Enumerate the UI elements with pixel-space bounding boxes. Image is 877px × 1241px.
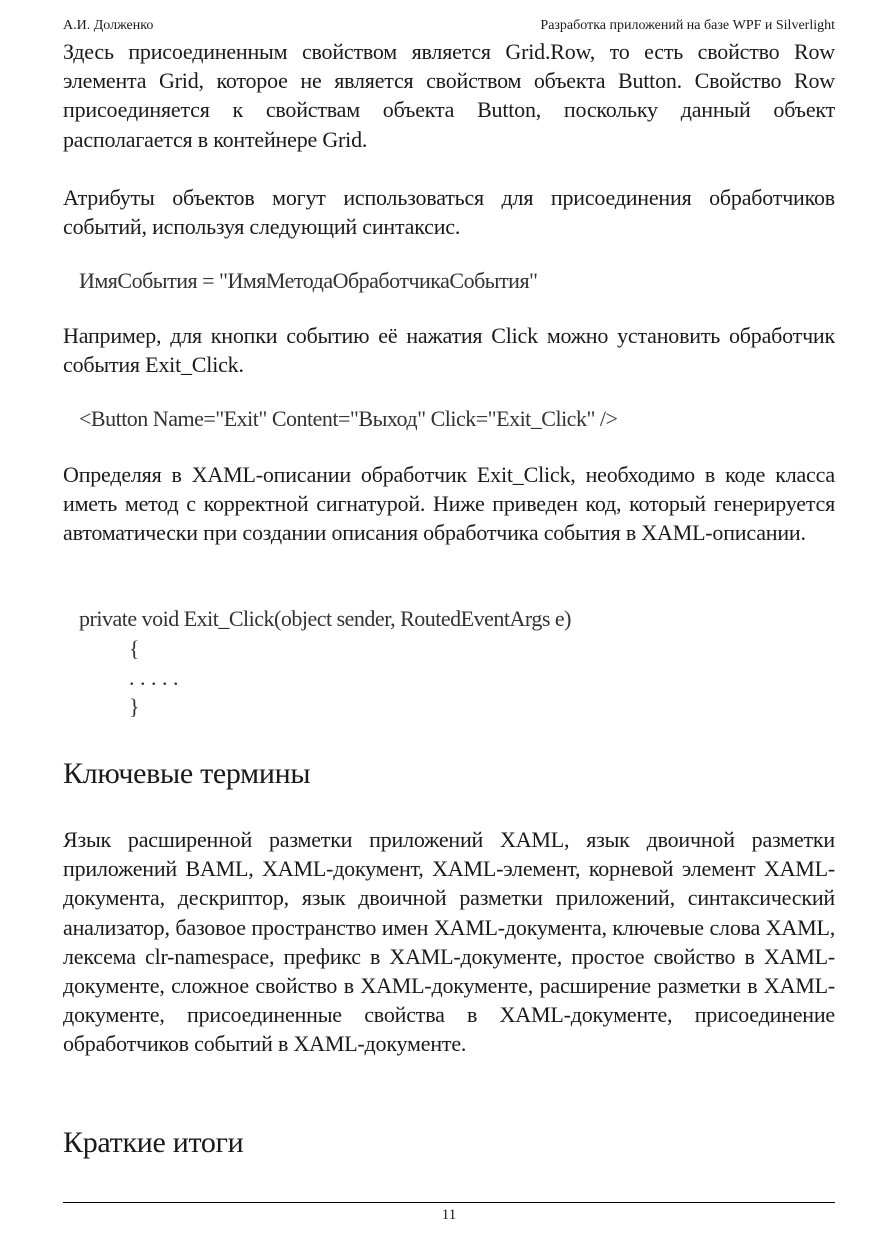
paragraph-click-example: Например, для кнопки событию её нажатия Click можно установить обработчик события Exit_Click.: [63, 323, 835, 378]
code-method-signature: private void Exit_Click(object sender, RoutedEventArgs e): [79, 606, 571, 631]
paragraph-key-terms-list: Язык расширенной разметки приложений XAML, язык двоичной разметки приложений BAML, XAML-документ, XAML-элемент, корневой элемент XAML-документа, дескриптор, язык двоичной разметки приложений, синтаксический анализатор, базовое пространство имен XAML-документа, ключевые слова XAML, лексема clr-namespace, префикс в XAML-документе, простое свойство в XAML-документе, сложное свойство в XAML-документе, расширение разметки в XAML-документе, присоединенные свойства в XAML-документе, присоединение обработчиков событий в XAML-документе.: [63, 827, 835, 1057]
paragraph-method-signature: Определяя в XAML-описании обработчик Exit_Click, необходимо в коде класса иметь метод с корректной сигнатурой. Ниже приведен код, который генерируется автоматически при создании описания обработчика события в XAML-описании.: [63, 462, 835, 546]
code-open-brace: {: [129, 636, 140, 661]
running-header: [63, 16, 835, 36]
header-book-title: Разработка приложений на базе WPF и Silverlight: [540, 18, 835, 33]
footer-divider: [63, 1202, 835, 1203]
paragraph-attached-property: Здесь присоединенным свойством является Grid.Row, то есть свойство Row элемента Grid, которое не является свойством объекта Button. Свойство Row присоединяется к свойствам объекта Button, поскольку данный объект располагается в контейнере Grid.: [63, 39, 835, 152]
page-number: 11: [441, 1207, 457, 1223]
code-button-line: <Button Name="Exit" Content="Выход" Click="Exit_Click" />: [79, 406, 618, 431]
heading-summary: Краткие итоги: [63, 1126, 244, 1159]
paragraph-event-handlers: Атрибуты объектов могут использоваться для присоединения обработчиков событий, используя следующий синтаксис.: [63, 185, 835, 240]
code-syntax-line: ИмяСобытия = "ИмяМетодаОбработчикаСобытия": [79, 268, 538, 293]
code-close-brace: }: [129, 694, 140, 719]
header-author: А.И. Долженко: [63, 18, 154, 33]
code-ellipsis: . . . . .: [129, 665, 179, 690]
heading-key-terms: Ключевые термины: [63, 757, 311, 790]
document-page: [63, 0, 835, 1241]
